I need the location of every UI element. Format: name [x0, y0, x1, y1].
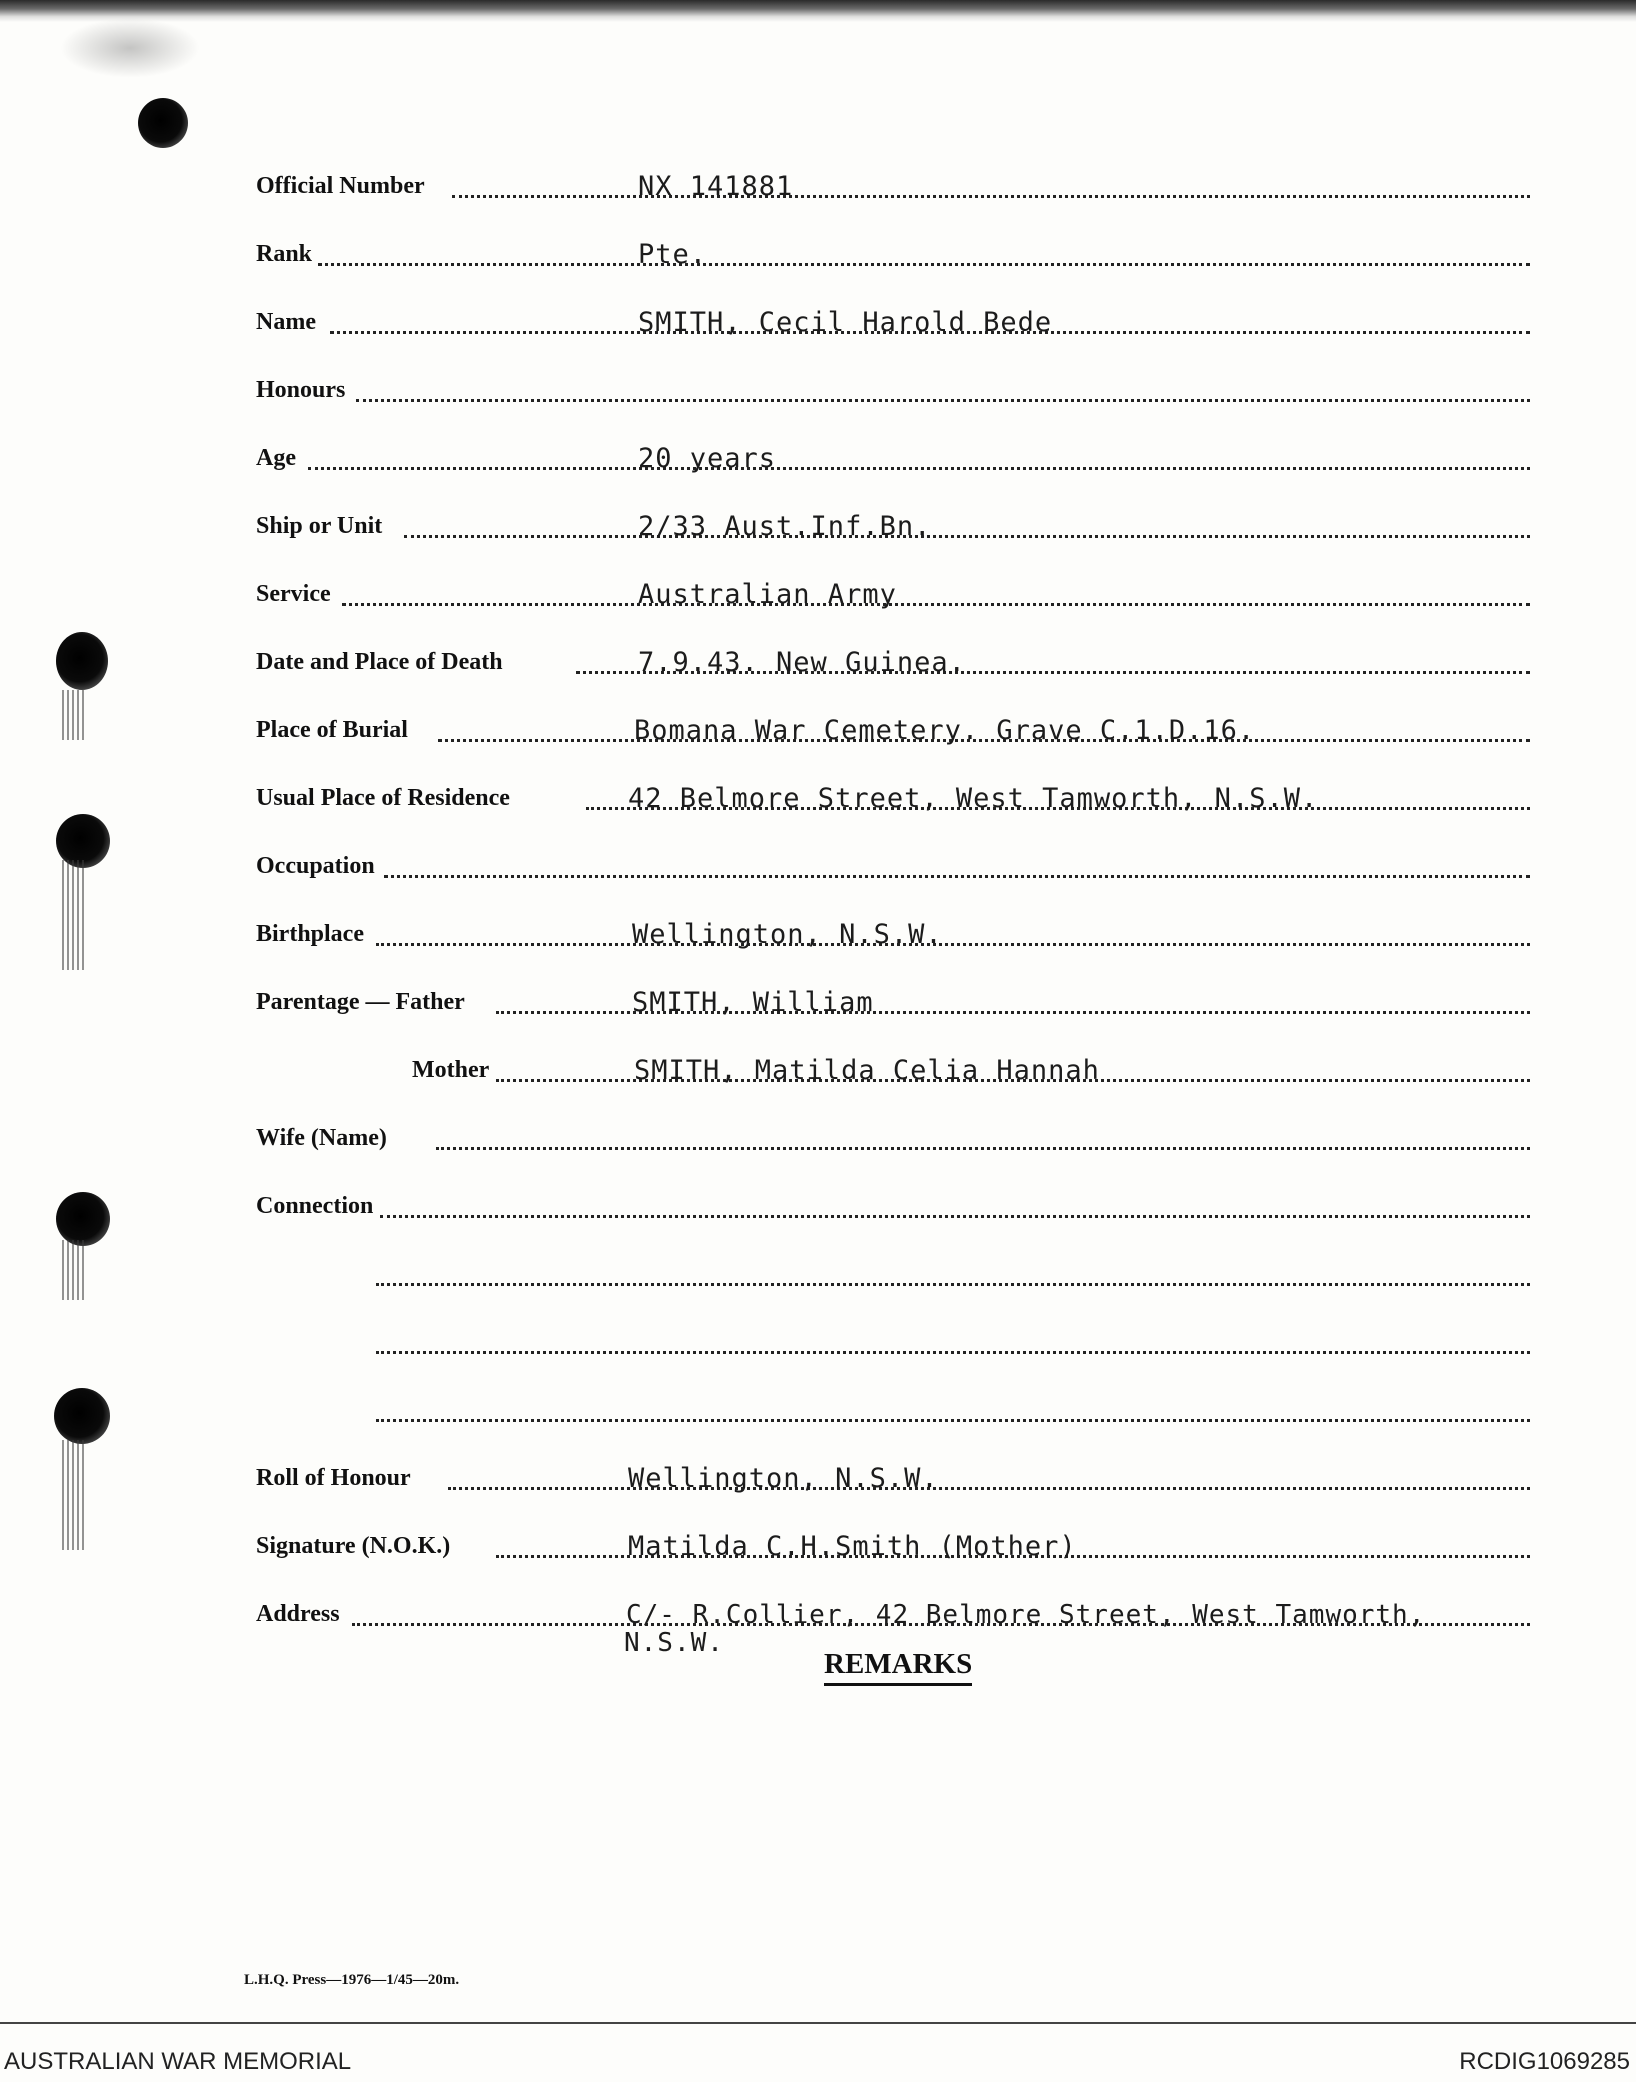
- field-value: Bomana War Cemetery. Grave C.1.D.16.: [634, 715, 1256, 746]
- field-value: C/- R.Collier, 42 Belmore Street, West Tamworth,: [626, 1600, 1426, 1630]
- field-label: Wife (Name): [256, 1125, 387, 1151]
- field-value: 42 Belmore Street, West Tamworth, N.S.W.: [628, 783, 1319, 814]
- scan-streak: [62, 1440, 84, 1550]
- field-label: Rank: [256, 241, 313, 267]
- field-value: SMITH, Cecil Harold Bede: [638, 307, 1053, 338]
- dotted-line: [448, 1487, 1530, 1490]
- punch-hole-2: [56, 632, 108, 690]
- field-signature: [256, 1524, 1530, 1564]
- connection-blank-line: [376, 1388, 1530, 1428]
- field-address: [256, 1592, 1530, 1632]
- field-ship-or-unit: [256, 504, 1530, 544]
- field-rank: [256, 232, 1530, 272]
- field-usual-residence: [256, 776, 1530, 816]
- field-occupation: [256, 844, 1530, 884]
- field-label: Date and Place of Death: [256, 649, 503, 675]
- field-value: NX 141881: [638, 171, 794, 202]
- field-value: 2/33 Aust.Inf.Bn.: [638, 511, 932, 542]
- field-label: Ship or Unit: [256, 513, 383, 539]
- dotted-line: [342, 603, 1530, 606]
- field-birthplace: [256, 912, 1530, 952]
- field-connection: [256, 1184, 1530, 1224]
- field-label: Honours: [256, 377, 346, 403]
- scan-smudge: [60, 18, 200, 78]
- footer-record-id: RCDIG1069285: [1459, 2048, 1630, 2075]
- dotted-line: [376, 1419, 1530, 1422]
- field-label: Birthplace: [256, 921, 364, 947]
- dotted-line: [308, 467, 1530, 470]
- punch-hole-top: [138, 98, 188, 148]
- field-value: Matilda C.H.Smith (Mother): [628, 1531, 1077, 1562]
- field-label: Name: [256, 309, 316, 335]
- field-value: Pte.: [638, 239, 708, 270]
- punch-hole-4: [56, 1192, 110, 1246]
- field-service: [256, 572, 1530, 612]
- dotted-line: [356, 399, 1530, 402]
- field-age: [256, 436, 1530, 476]
- field-label: Address: [256, 1601, 340, 1627]
- field-label: Connection: [256, 1193, 374, 1219]
- remarks-heading: REMARKS: [824, 1648, 972, 1686]
- dotted-line: [404, 535, 1530, 538]
- field-value: 7.9.43. New Guinea.: [638, 647, 966, 678]
- connection-blank-line: [376, 1320, 1530, 1360]
- field-label: Parentage — Father: [256, 989, 465, 1015]
- address-continuation: N.S.W.: [624, 1628, 724, 1658]
- print-reference: L.H.Q. Press—1976—1/45—20m.: [244, 1972, 460, 1988]
- field-value: Wellington, N.S.W.: [628, 1463, 939, 1494]
- field-name: [256, 300, 1530, 340]
- connection-blank-line: [376, 1252, 1530, 1292]
- dotted-line: [452, 195, 1530, 198]
- punch-hole-5: [54, 1388, 110, 1444]
- field-label: Roll of Honour: [256, 1465, 411, 1491]
- dotted-line: [376, 1351, 1530, 1354]
- field-wife: [256, 1116, 1530, 1156]
- field-honours: [256, 368, 1530, 408]
- dotted-line: [376, 943, 1530, 946]
- field-value: SMITH, William: [632, 987, 874, 1018]
- field-label: Official Number: [256, 173, 425, 199]
- dotted-line: [436, 1147, 1530, 1150]
- field-label: Signature (N.O.K.): [256, 1533, 451, 1559]
- field-place-of-burial: [256, 708, 1530, 748]
- dotted-line: [376, 1283, 1530, 1286]
- field-roll-of-honour: [256, 1456, 1530, 1496]
- field-value: Australian Army: [638, 579, 897, 610]
- field-value: Wellington, N.S.W.: [632, 919, 943, 950]
- field-label: Age: [256, 445, 296, 471]
- field-father: [256, 980, 1530, 1020]
- field-label: Service: [256, 581, 331, 607]
- scan-streak: [62, 860, 84, 970]
- dotted-line: [380, 1215, 1530, 1218]
- footer-divider: [0, 2022, 1636, 2024]
- scan-streak: [62, 1240, 84, 1300]
- field-mother: [412, 1048, 1530, 1088]
- footer-archive-name: AUSTRALIAN WAR MEMORIAL: [4, 2048, 352, 2075]
- field-value: SMITH, Matilda Celia Hannah: [634, 1055, 1100, 1086]
- dotted-line: [384, 875, 1530, 878]
- field-date-place-of-death: [256, 640, 1530, 680]
- field-official-number: [256, 164, 1530, 204]
- field-label: Place of Burial: [256, 717, 408, 743]
- dotted-line: [318, 263, 1530, 266]
- scan-top-edge: [0, 0, 1636, 22]
- field-label: Mother: [412, 1057, 490, 1083]
- scan-streak: [62, 690, 84, 740]
- field-label: Usual Place of Residence: [256, 785, 510, 811]
- field-label: Occupation: [256, 853, 375, 879]
- field-value: 20 years: [638, 443, 777, 474]
